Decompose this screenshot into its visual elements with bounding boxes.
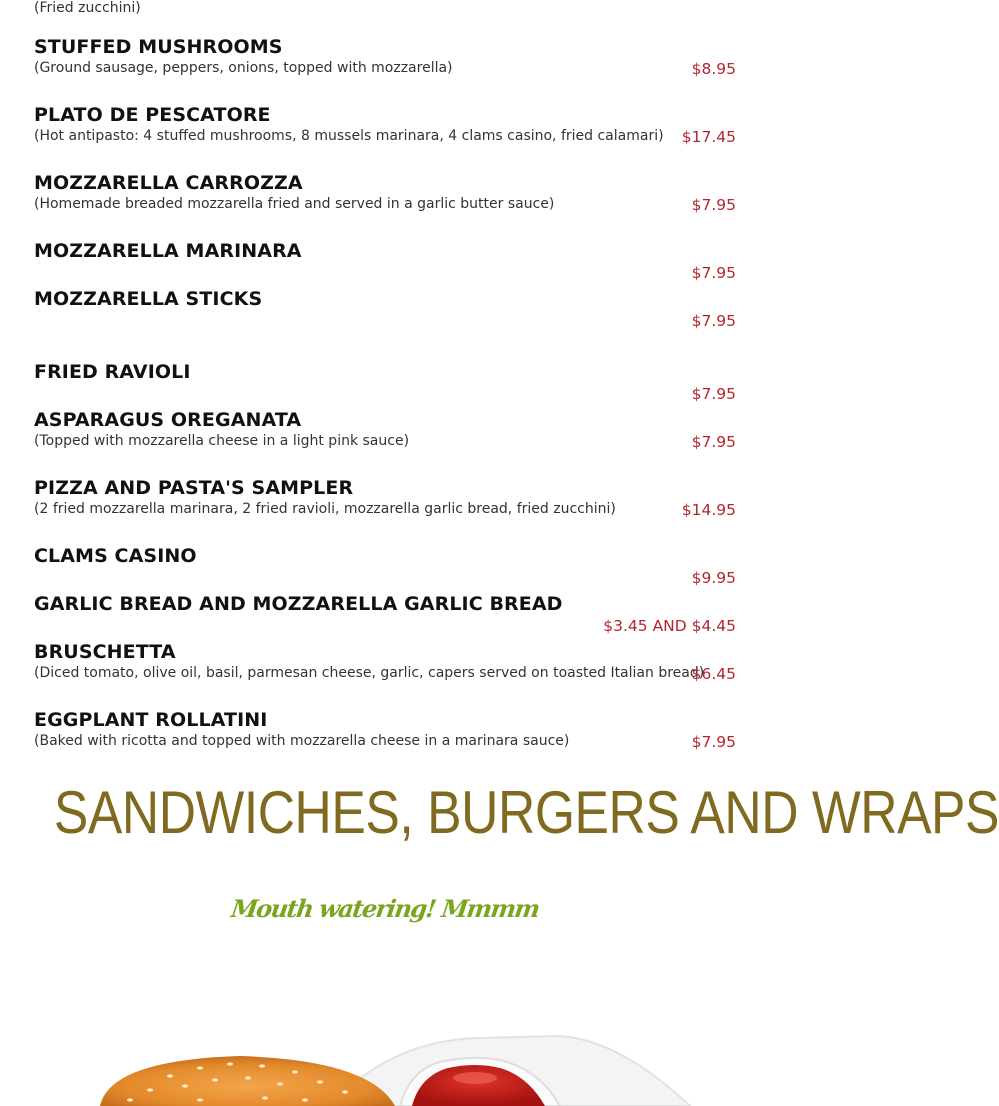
item-name: GARLIC BREAD AND MOZZARELLA GARLIC BREAD [34,593,563,615]
item-price: $7.95 [691,196,736,214]
item-price: $7.95 [691,312,736,330]
item-name: BRUSCHETTA [34,641,176,663]
item-price: $7.95 [691,385,736,403]
item-description: (2 fried mozzarella marinara, 2 fried ravioli, mozzarella garlic bread, fried zucchini) [34,501,616,517]
item-price: $7.95 [691,433,736,451]
item-name: EGGPLANT ROLLATINI [34,709,268,731]
item-name: MOZZARELLA CARROZZA [34,172,303,194]
item-price: $7.95 [691,264,736,282]
item-name: ASPARAGUS OREGANATA [34,409,302,431]
item-price: $8.95 [691,60,736,78]
section-tagline: Mouth watering! Mmmm [229,894,541,923]
item-name: CLAMS CASINO [34,545,197,567]
item-name: PLATO DE PESCATORE [34,104,271,126]
item-description: (Baked with ricotta and topped with mozzarella cheese in a marinara sauce) [34,733,570,749]
item-description: (Hot antipasto: 4 stuffed mushrooms, 8 mussels marinara, 4 clams casino, fried calamari) [34,128,664,144]
burger-and-ketchup-photo [0,1000,770,1106]
item-price: $7.95 [691,733,736,751]
section-title: SANDWICHES, BURGERS AND WRAPS [53,779,999,846]
item-description: (Topped with mozzarella cheese in a light pink sauce) [34,433,410,449]
item-name: FRIED RAVIOLI [34,361,191,383]
item-description: (Diced tomato, olive oil, basil, parmesan cheese, garlic, capers served on toasted Italian bread) [34,665,705,681]
item-name: PIZZA AND PASTA'S SAMPLER [34,477,354,499]
item-description: (Fried zucchini) [34,0,141,16]
item-description: (Ground sausage, peppers, onions, topped with mozzarella) [34,60,453,76]
item-description: (Homemade breaded mozzarella fried and served in a garlic butter sauce) [34,196,555,212]
item-price: $14.95 [681,501,736,519]
item-name: MOZZARELLA STICKS [34,288,263,310]
item-price: $9.95 [691,569,736,587]
item-price: $3.45 AND $4.45 [603,617,736,635]
item-name: MOZZARELLA MARINARA [34,240,302,262]
item-price: $6.45 [691,665,736,683]
item-name: STUFFED MUSHROOMS [34,36,283,58]
item-price: $17.45 [681,128,736,146]
